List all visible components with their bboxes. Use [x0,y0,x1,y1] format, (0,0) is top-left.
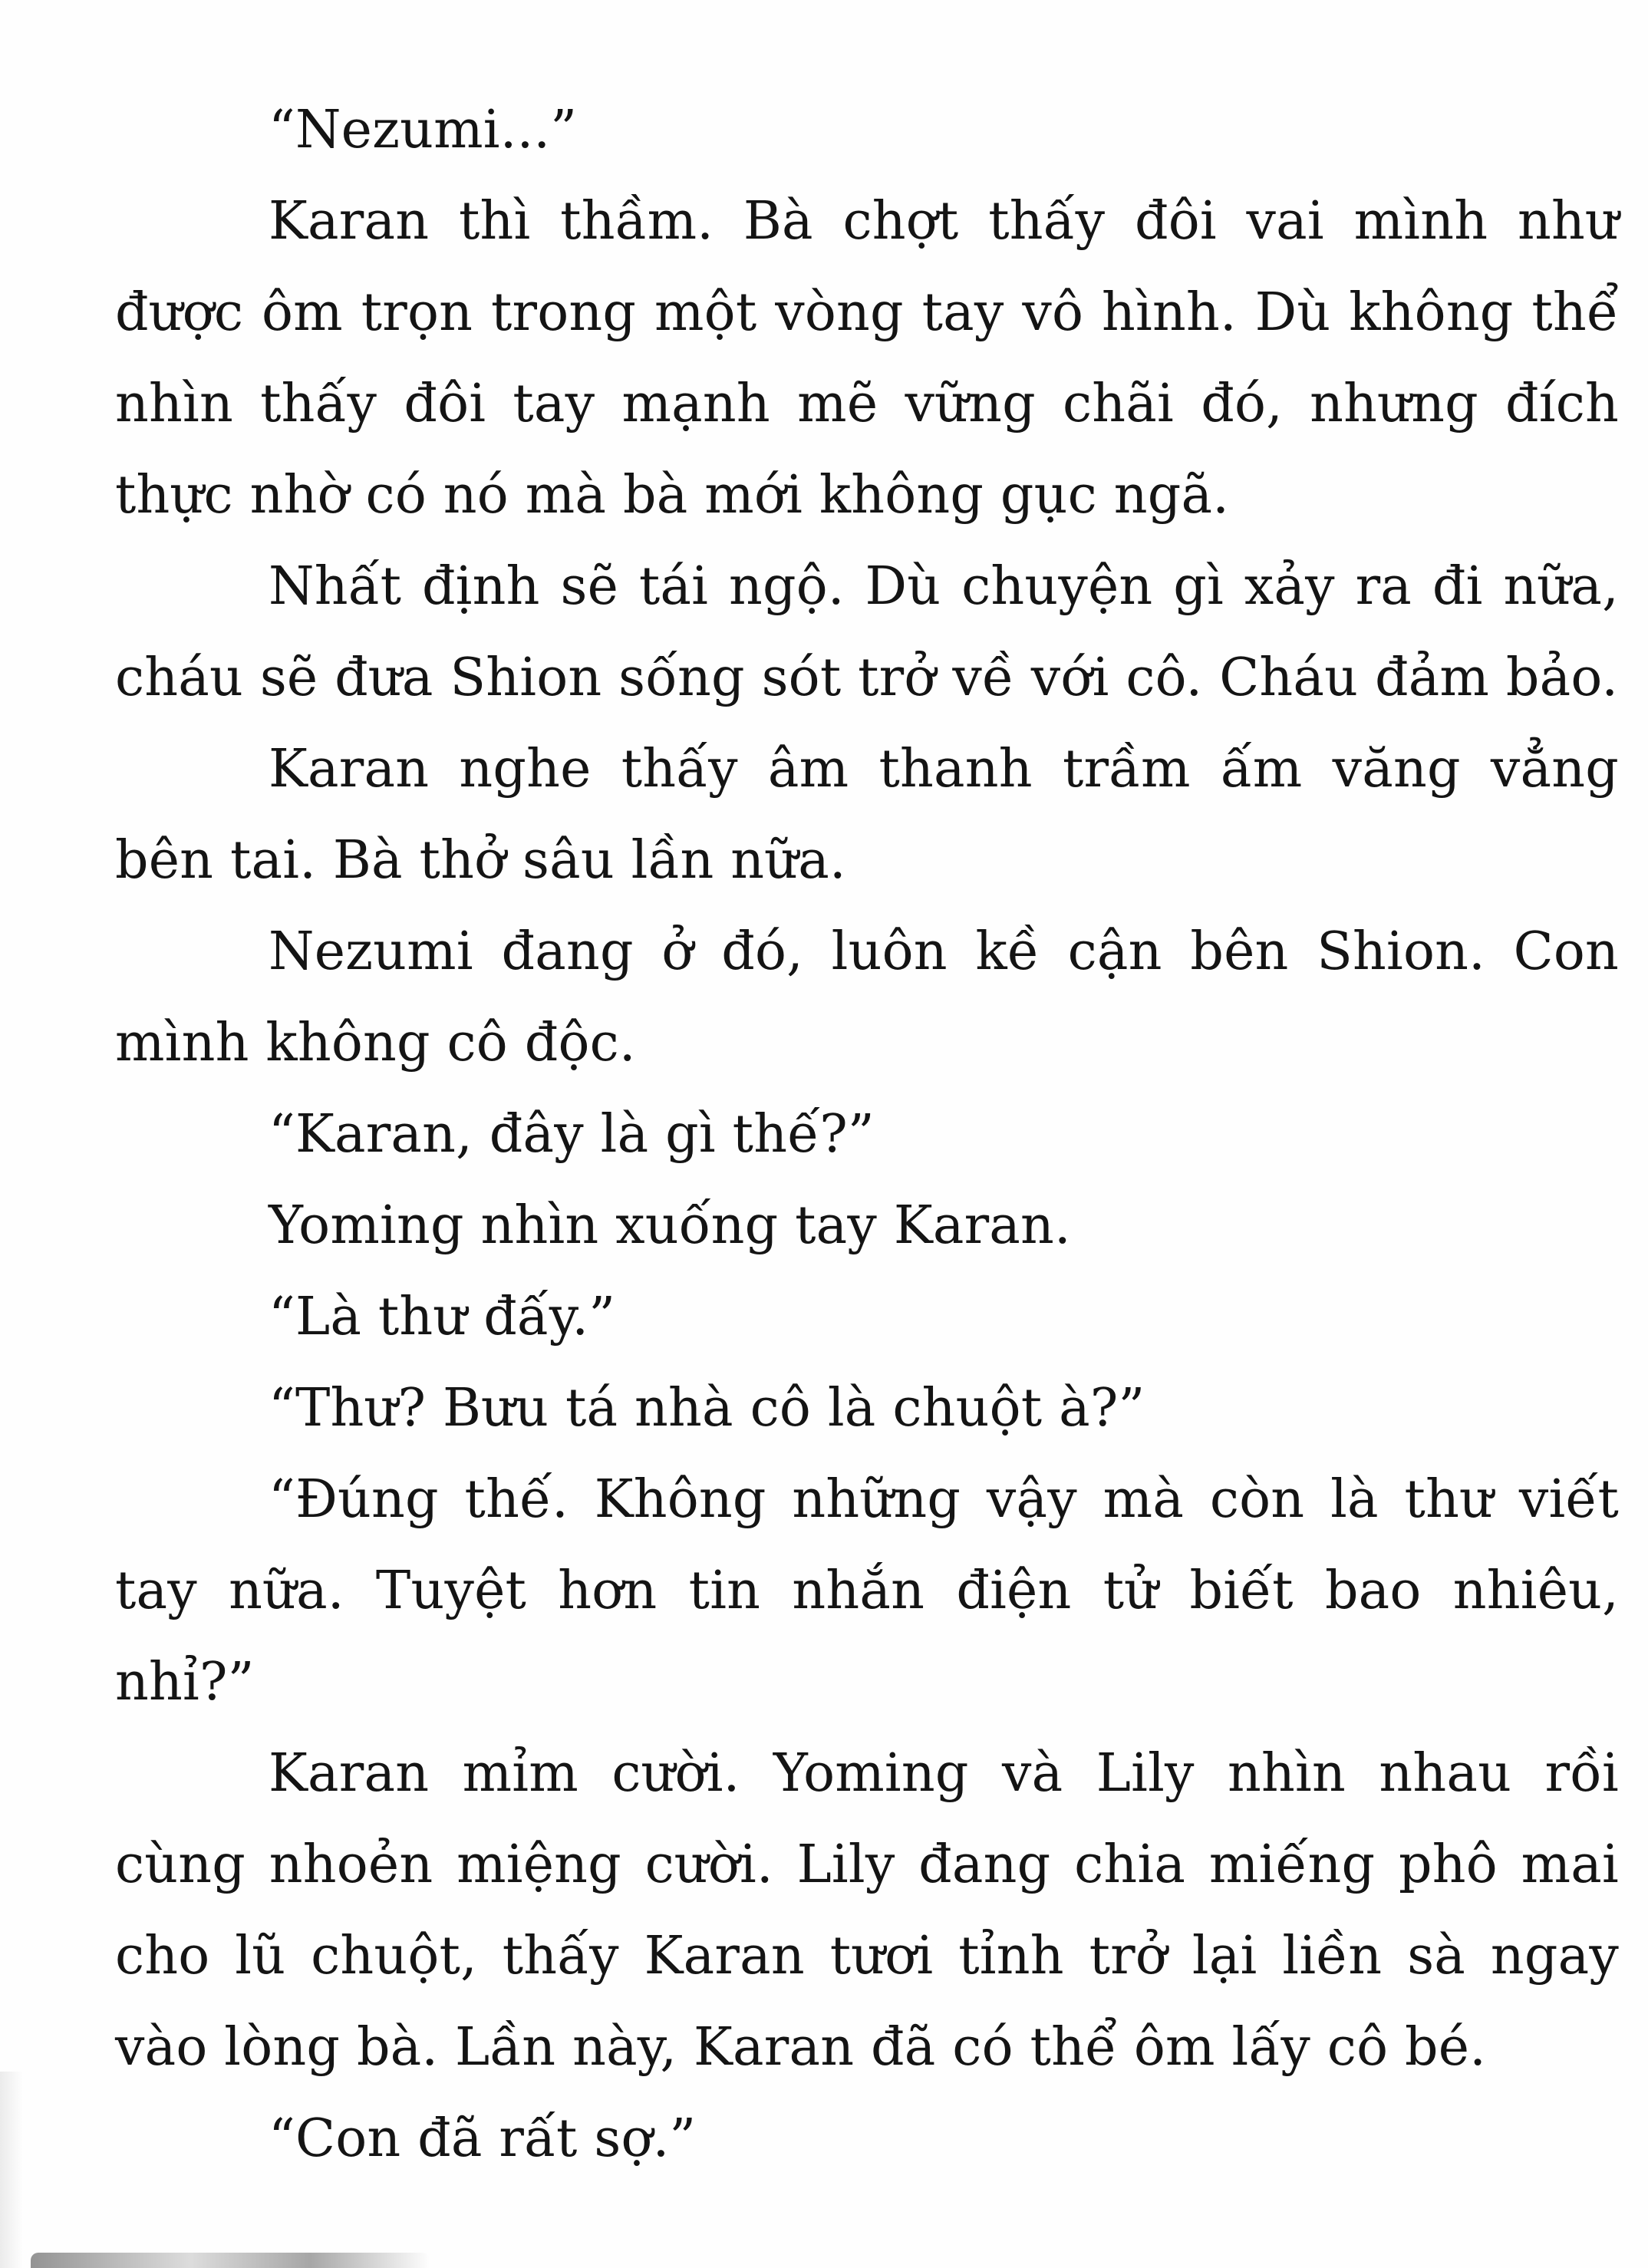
paragraph-9: “Thư? Bưu tá nhà cô là chuột à?” [269,1378,1145,1439]
scan-edge-shadow [0,2072,23,2268]
paragraph-12: “Con đã rất sợ.” [269,2108,697,2169]
scan-smudge [31,2253,430,2268]
paragraph-1: “Nezumi...” [269,100,578,160]
paragraph-3: Nhất định sẽ tái ngộ. Dù chuyện gì xảy ra đi nữa, cháu sẽ đưa Shion sống sót trở về với cô. Cháu đảm bảo. [115,556,1619,708]
paragraph-11: Karan mỉm cười. Yoming và Lily nhìn nhau rồi cùng nhoẻn miệng cười. Lily đang chia miếng phô mai cho lũ chuột, thấy Karan tươi tỉnh trở lại liền sà ngay vào lòng bà. Lần này, Karan đã có thể ôm lấy cô bé. [115,1743,1619,2078]
page-text [115,84,1619,2184]
paragraph-2: Karan thì thầm. Bà chợt thấy đôi vai mình như được ôm trọn trong một vòng tay vô hình. Dù không thể nhìn thấy đôi tay mạnh mẽ vững chãi đó, nhưng đích thực nhờ có nó mà bà mới không gục ngã. [115,191,1619,526]
paragraph-8: “Là thư đấy.” [269,1287,616,1347]
paragraph-6: “Karan, đây là gì thế?” [269,1104,875,1165]
paragraph-7: Yoming nhìn xuống tay Karan. [269,1195,1071,1256]
paragraph-4: Karan nghe thấy âm thanh trầm ấm văng vẳng bên tai. Bà thở sâu lần nữa. [115,739,1619,891]
paragraph-10: “Đúng thế. Không những vậy mà còn là thư viết tay nữa. Tuyệt hơn tin nhắn điện tử biết bao nhiêu, nhỉ?” [115,1469,1619,1713]
paragraph-5: Nezumi đang ở đó, luôn kề cận bên Shion. Con mình không cô độc. [115,921,1619,1073]
